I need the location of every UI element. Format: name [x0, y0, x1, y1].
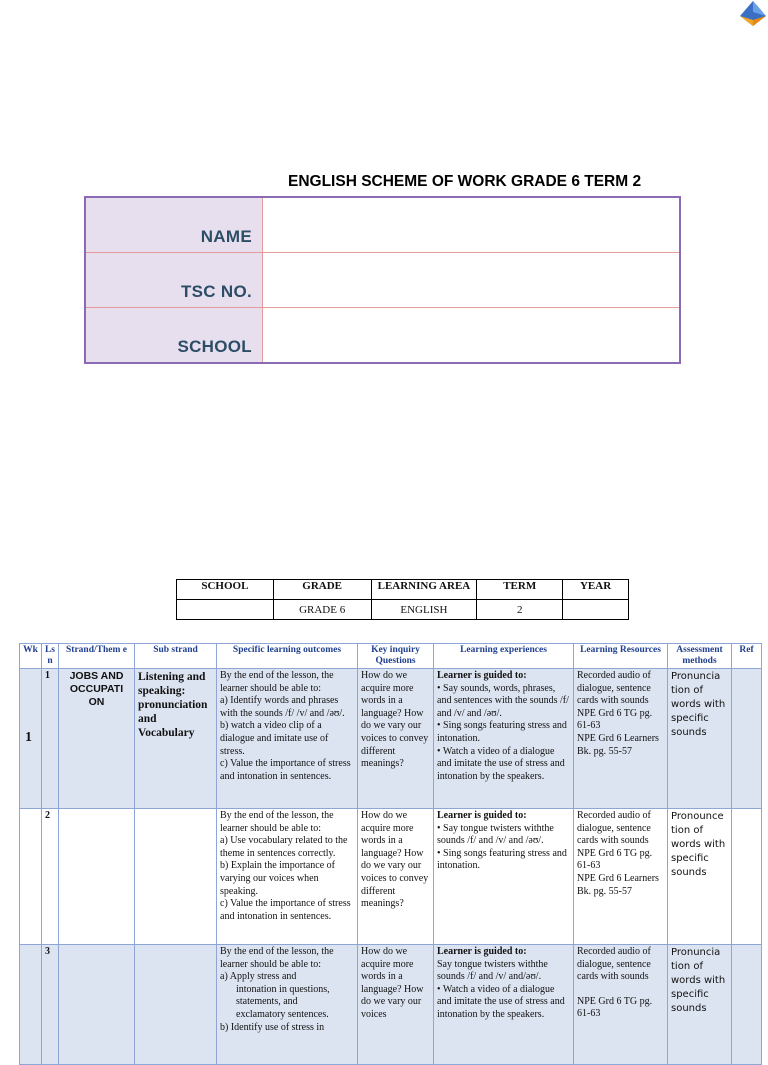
strand-cell	[59, 945, 135, 1065]
ref-cell	[732, 945, 762, 1065]
inquiry-questions-cell: How do we acquire more words in a language? How do we vary our voices	[358, 945, 434, 1065]
learning-resources-cell	[574, 945, 668, 1065]
sub-strand-cell	[135, 809, 217, 945]
week-number	[20, 809, 42, 945]
info-header-year: YEAR	[563, 580, 629, 600]
name-field[interactable]	[263, 197, 681, 253]
week-number: 1	[20, 669, 42, 809]
tsc-field[interactable]	[263, 253, 681, 308]
outcome-item: b) Explain the importance of varying our voices when speaking.	[220, 860, 335, 897]
assessment-cell: Pronuncia tion of words with specific sounds	[668, 945, 732, 1065]
outcome-intro: By the end of the lesson, the learner should be able to:	[220, 946, 334, 970]
name-row	[85, 197, 680, 253]
learning-resources-cell	[574, 669, 668, 809]
strand-cell	[59, 809, 135, 945]
info-table	[176, 579, 629, 620]
lesson-number: 1	[42, 669, 59, 809]
identity-box	[84, 196, 681, 364]
ref-cell	[732, 809, 762, 945]
lesson-number: 3	[42, 945, 59, 1065]
info-header-row	[177, 580, 629, 600]
outcome-item: a) Apply stress and	[220, 971, 297, 983]
assessment-cell: Pronounce tion of words with specific sounds	[668, 809, 732, 945]
resource-item: NPE Grd 6 TG pg. 61-63	[577, 847, 653, 872]
scheme-header-row	[20, 644, 762, 669]
scheme-of-work-table	[19, 643, 762, 1065]
info-header-learning-area: LEARNING AREA	[371, 580, 477, 600]
table-row	[20, 945, 762, 1065]
inquiry-questions-cell: How do we acquire more words in a language? How do we vary our voices to convey different meanings?	[358, 809, 434, 945]
experience-heading: Learner is guided to:	[437, 670, 527, 681]
school-field[interactable]	[263, 308, 681, 364]
document-title: ENGLISH SCHEME OF WORK GRADE 6 TERM 2	[288, 173, 642, 190]
tsc-label: TSC NO.	[85, 253, 263, 308]
info-value-row	[177, 600, 629, 620]
experience-heading: Learner is guided to:	[437, 946, 527, 957]
resource-item: NPE Grd 6 Learners Bk. pg. 55-57	[577, 872, 659, 897]
strand-cell: JOBS AND OCCUPATI ON	[59, 669, 135, 809]
experience-item: • Say tongue twisters withthe sounds /f/ and /v/ and /əʊ/.	[437, 822, 554, 847]
experience-item: • Say sounds, words, phrases, and sentences with the sounds /f/ and /v/ and /əʊ/.	[437, 682, 569, 719]
learning-resources-cell	[574, 809, 668, 945]
name-label: NAME	[85, 197, 263, 253]
header-learning-outcomes: Specific learning outcomes	[217, 644, 358, 669]
learning-outcomes-cell	[217, 669, 358, 809]
experience-item: • Watch a video of a dialogue and imitate the use of stress and intonation by the speakers.	[437, 745, 565, 782]
header-inquiry-questions: Key inquiry Questions	[358, 644, 434, 669]
outcome-item: b) watch a video clip of a dialogue and imitate use of stress.	[220, 720, 329, 757]
outcome-intro: By the end of the lesson, the learner should be able to:	[220, 810, 334, 834]
header-learning-experiences: Learning experiences	[434, 644, 574, 669]
outcome-item: a) Use vocabulary related to the theme in sentences correctly.	[220, 835, 348, 859]
table-row	[20, 669, 762, 809]
learning-outcomes-cell	[217, 809, 358, 945]
info-value-grade: GRADE 6	[273, 600, 371, 620]
tsc-row	[85, 253, 680, 308]
school-row	[85, 308, 680, 364]
learning-experiences-cell	[434, 809, 574, 945]
experience-item: • Sing songs featuring stress and intonation.	[437, 847, 567, 872]
ref-cell	[732, 669, 762, 809]
resource-item: NPE Grd 6 Learners Bk. pg. 55-57	[577, 732, 659, 757]
info-value-school	[177, 600, 274, 620]
sub-strand-cell	[135, 945, 217, 1065]
outcome-item: c) Value the importance of stress and intonation in sentences.	[220, 758, 351, 782]
lesson-number: 2	[42, 809, 59, 945]
info-header-grade: GRADE	[273, 580, 371, 600]
resource-item: Recorded audio of dialogue, sentence cards with sounds	[577, 946, 651, 983]
experience-item: • Watch a video of a dialogue and imitate the use of stress and intonation by the speakers.	[437, 983, 565, 1020]
blue-diamond-logo-icon	[738, 0, 768, 28]
resource-item: NPE Grd 6 TG pg. 61-63	[577, 707, 653, 732]
resource-item: Recorded audio of dialogue, sentence cards with sounds	[577, 670, 651, 707]
info-header-school: SCHOOL	[177, 580, 274, 600]
info-value-year	[563, 600, 629, 620]
info-value-term: 2	[477, 600, 563, 620]
table-row	[20, 809, 762, 945]
resource-item: NPE Grd 6 TG pg. 61-63	[577, 995, 653, 1020]
header-wk: Wk	[20, 644, 42, 669]
learning-experiences-cell	[434, 945, 574, 1065]
inquiry-questions-cell: How do we acquire more words in a language? How do we vary our voices to convey different meanings?	[358, 669, 434, 809]
outcome-item: a) Identify words and phrases with the sounds /f/ /v/ and /əʊ/.	[220, 695, 345, 719]
assessment-cell: Pronuncia tion of words with specific sounds	[668, 669, 732, 809]
outcome-item: c) Value the importance of stress and intonation in sentences.	[220, 898, 351, 922]
school-label: SCHOOL	[85, 308, 263, 364]
experience-item: • Sing songs featuring stress and intonation.	[437, 720, 567, 744]
learning-experiences-cell	[434, 669, 574, 809]
info-value-learning-area: ENGLISH	[371, 600, 477, 620]
learning-outcomes-cell	[217, 945, 358, 1065]
header-learning-resources: Learning Resources	[574, 644, 668, 669]
header-lsn: Ls n	[42, 644, 59, 669]
info-header-term: TERM	[477, 580, 563, 600]
experience-item: Say tongue twisters withthe sounds /f/ and /v/ and/əʊ/.	[437, 958, 548, 983]
week-number	[20, 945, 42, 1065]
header-assessment-methods: Assessment methods	[668, 644, 732, 669]
outcome-item-continued: intonation in questions,	[236, 983, 330, 995]
outcome-intro: By the end of the lesson, the learner should be able to:	[220, 670, 334, 694]
outcome-item: b) Identify use of stress in	[220, 1021, 325, 1033]
sub-strand-cell: Listening and speaking: pronunciation and Vocabulary	[135, 669, 217, 809]
experience-heading: Learner is guided to:	[437, 810, 527, 821]
outcome-item-continued: statements, and	[236, 996, 298, 1008]
resource-item: Recorded audio of dialogue, sentence cards with sounds	[577, 810, 651, 847]
header-ref: Ref	[732, 644, 762, 669]
header-strand: Strand/Them e	[59, 644, 135, 669]
outcome-item-continued: exclamatory sentences.	[236, 1008, 329, 1020]
header-sub-strand: Sub strand	[135, 644, 217, 669]
